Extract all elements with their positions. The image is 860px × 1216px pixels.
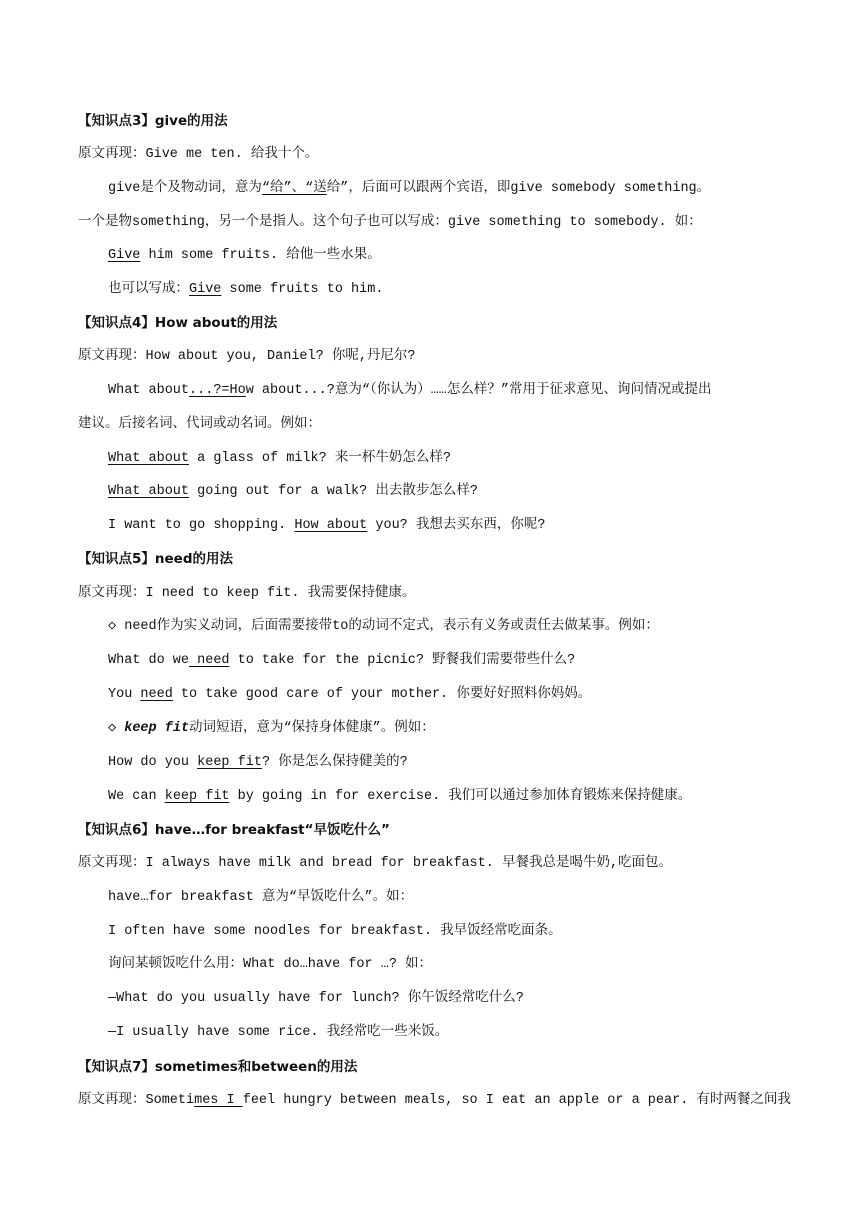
text-segment: 原文再现：Someti	[78, 1093, 195, 1108]
original-text-line: 原文再现：I need to keep fit. 我需要保持健康。	[78, 586, 416, 601]
paragraph-line: 询问某顿饭吃什么用：What do…have for …? 如：	[108, 957, 433, 972]
underlined-segment: Give	[189, 282, 222, 297]
heading-point-4: 【知识点4】How about的用法	[78, 315, 278, 331]
example-line	[108, 651, 575, 671]
underlined-segment: ...?=Ho	[189, 383, 246, 398]
text-segment: some fruits to him.	[221, 282, 384, 297]
text-segment: ? 你是怎么保持健美的?	[261, 755, 408, 770]
text-segment: to take good care of your mother. 你要好好照料你妈妈。	[172, 687, 592, 702]
emphasis-segment: keep fit	[124, 721, 190, 736]
underlined-segment: “给”、“送	[261, 181, 327, 196]
example-line	[108, 516, 545, 536]
underlined-segment: How about	[294, 518, 368, 533]
text-segment: I want to go shopping.	[108, 518, 295, 533]
bullet-line	[108, 719, 435, 739]
text-segment: How do you	[108, 755, 198, 770]
underlined-segment: keep fit	[197, 755, 262, 770]
text-segment: 也可以写成：	[108, 282, 189, 297]
underlined-segment: What about	[108, 484, 190, 499]
bullet-line: ◇ need作为实义动词，后面需要接带to的动词不定式，表示有义务或责任去做某事。例如：	[108, 619, 659, 634]
paragraph-line	[108, 381, 712, 401]
text-segment: 动词短语，意为“保持身体健康”。例如：	[189, 721, 435, 736]
text-segment: ◇	[108, 721, 125, 736]
text-segment: What about	[108, 383, 190, 398]
example-line	[108, 685, 591, 705]
example-line	[108, 280, 383, 300]
text-segment: going out for a walk? 出去散步怎么样?	[189, 484, 478, 499]
paragraph-line: have…for breakfast 意为“早饭吃什么”。如：	[108, 890, 414, 905]
text-segment: by going in for exercise. 我们可以通过参加体育锻炼来保持健康。	[229, 789, 692, 804]
underlined-segment: What about	[108, 451, 190, 466]
text-segment: a glass of milk? 来一杯牛奶怎么样?	[189, 451, 451, 466]
underlined-segment: Give	[108, 248, 141, 263]
original-text-line	[78, 1091, 791, 1111]
heading-point-5: 【知识点5】need的用法	[78, 551, 233, 567]
underlined-segment: need	[140, 687, 173, 702]
original-text-line: 原文再现：Give me ten. 给我十个。	[78, 147, 319, 162]
dialogue-line: —I usually have some rice. 我经常吃一些米饭。	[108, 1025, 449, 1040]
heading-point-7: 【知识点7】sometimes和between的用法	[78, 1059, 358, 1075]
example-line	[108, 246, 381, 266]
underlined-segment: need	[189, 653, 230, 668]
underlined-segment: keep fit	[164, 789, 230, 804]
underlined-segment: mes I	[194, 1093, 243, 1108]
text-segment: What do we	[108, 653, 190, 668]
text-segment: you? 我想去买东西，你呢?	[367, 518, 546, 533]
text-segment: You	[108, 687, 141, 702]
original-text-line: 原文再现：I always have milk and bread for breakfast. 早餐我总是喝牛奶,吃面包。	[78, 856, 673, 871]
paragraph-line: 一个是物something，另一个是指人。这个句子也可以写成：give something to somebody. 如：	[78, 215, 702, 230]
text-segment: to take for the picnic? 野餐我们需要带些什么?	[229, 653, 576, 668]
text-segment: w about...?意为“（你认为）……怎么样？”常用于征求意见、询问情况或提出	[245, 383, 712, 398]
example-line	[108, 482, 478, 502]
original-text-line: 原文再现：How about you, Daniel? 你呢,丹尼尔?	[78, 349, 416, 364]
dialogue-line: —What do you usually have for lunch? 你午饭经常吃什么?	[108, 991, 524, 1006]
text-segment: give是个及物动词，意为	[108, 181, 262, 196]
example-line	[108, 449, 451, 469]
example-line	[108, 787, 691, 807]
text-segment: 给”，后面可以跟两个宾语，即give somebody something。	[326, 181, 711, 196]
text-segment: feel hungry between meals, so I eat an apple or a pear. 有时两餐之间我	[242, 1093, 791, 1108]
heading-point-3: 【知识点3】give的用法	[78, 113, 228, 129]
text-segment: We can	[108, 789, 165, 804]
paragraph-line	[108, 179, 710, 199]
example-line: I often have some noodles for breakfast. 我早饭经常吃面条。	[108, 924, 562, 939]
example-line	[108, 753, 408, 773]
paragraph-line: 建议。后接名词、代词或动名词。例如：	[78, 417, 321, 432]
heading-point-6: 【知识点6】have…for breakfast“早饭吃什么”	[78, 822, 390, 838]
text-segment: him some fruits. 给他一些水果。	[140, 248, 381, 263]
